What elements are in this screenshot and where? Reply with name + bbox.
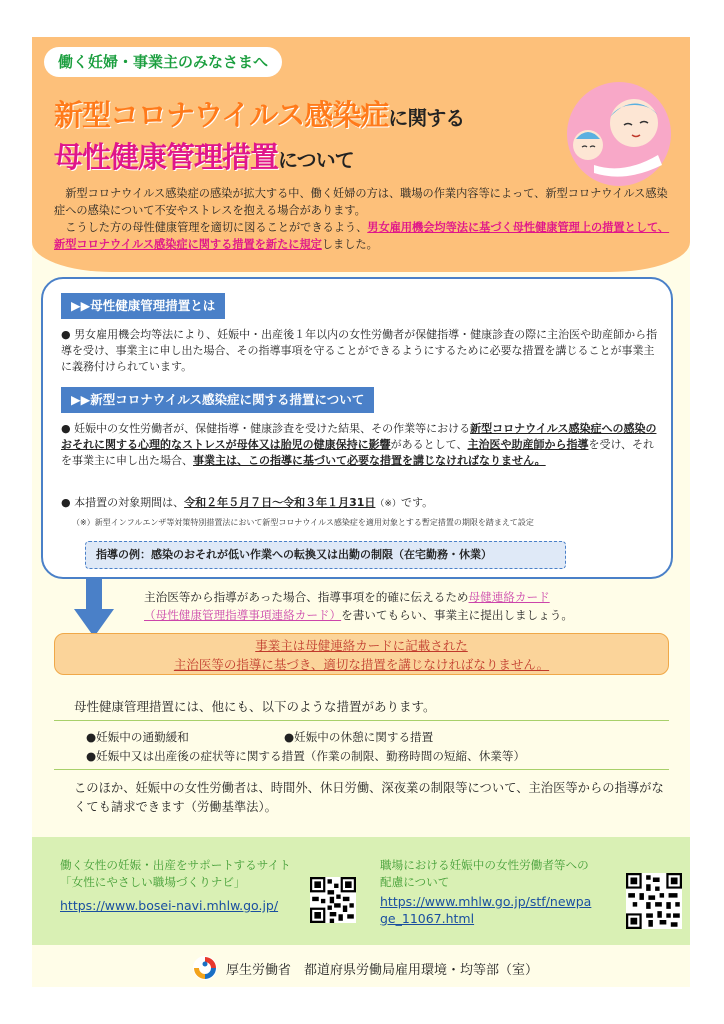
covid-text-d: 主治医や助産師から指導 <box>467 438 589 451</box>
card-fullname: （母性健康管理指導事項連絡カード） <box>144 608 342 622</box>
title-suffix-2: について <box>278 148 354 172</box>
submit-text-a: 主治医等から指導があった場合、指導事項を的確に伝えるため <box>144 590 469 604</box>
obligation-line-1: 事業主は母健連絡カードに記載された <box>255 638 468 653</box>
section-maternal-body: ● 男女雇用機会均等法により、妊娠中・出産後１年以内の女性労働者が保健指導・健康診査の際に主治医や助産師から指導を受け、事業主に申し出た場合、その指導事項を守ることができるようにするために必要な措置を講じることが事業主に義務付けられています。 <box>61 328 658 373</box>
intro-text <box>54 185 674 253</box>
ministry-name: 厚生労働省 都道府県労働局雇用環境・均等部（室） <box>226 962 539 978</box>
labor-standards-note: このほか、妊娠中の女性労働者は、時間外、休日労働、深夜業の制限等について、主治医等からの指導がなくても請求できます（労働基準法）。 <box>74 781 664 814</box>
section-maternal-text: 男女雇用機会均等法により、妊娠中・出産後１年以内の女性労働者が保健指導・健康診査の際に主治医や助産師から指導を受け、事業主に申し出た場合、その指導事項を守ることができるようにするために必要な措置を講じることが事業主に義務付けられています。 <box>61 328 658 373</box>
period-text-a: 本措置の対象期間は、 <box>74 496 185 509</box>
covid-text-a: 妊娠中の女性労働者が、保健指導・健康診査を受けた結果、その作業等における <box>74 422 471 435</box>
intro-text-a: こうした方の母性健康管理を適切に図ることができるよう、 <box>65 221 368 234</box>
divider-bottom <box>54 769 669 770</box>
mhlw-link-line-2[interactable]: ge_11067.html <box>380 911 475 926</box>
section-heading-covid: ▶▶新型コロナウイルス感染症に関する措置について <box>61 387 374 413</box>
card-submit-text <box>144 588 674 624</box>
measure-symptoms: ●妊娠中又は出産後の症状等に関する措置（作業の制限、勤務時間の短縮、休業等） <box>86 749 526 763</box>
qr-code-icon <box>626 873 682 929</box>
qr-code-icon <box>310 877 356 923</box>
period-text-b: です。 <box>400 496 434 509</box>
obligation-line-2: 主治医等の指導に基づき、適切な措置を講じなければなりません。 <box>173 657 550 672</box>
card-name: 母健連絡カード <box>468 590 550 604</box>
audience-badge: 働く妊婦・事業主のみなさまへ <box>44 47 282 77</box>
guidance-example: 指導の例：感染のおそれが低い作業への転換又は出勤の制限（在宅勤務・休業） <box>85 541 566 569</box>
flyer-page <box>32 37 690 987</box>
submit-text-b: を書いてもらい、事業主に提出しましょう。 <box>341 608 573 622</box>
period-dates: 令和２年５月７日～令和３年１月31日 <box>184 496 376 509</box>
site-label-1: 働く女性の妊娠・出産をサポートするサイト <box>60 858 291 872</box>
footer-links-band <box>32 837 690 945</box>
title-covid: 新型コロナウイルス感染症 <box>54 98 389 132</box>
covid-text-e: を受け、それを事業主に申し出た場合、 <box>61 438 655 467</box>
intro-paragraph-1: 新型コロナウイルス感染症の感染が拡大する中、働く妊婦の方は、職場の作業内容等によって、新型コロナウイルス感染症への感染について不安やストレスを抱える場合があります。 <box>54 187 668 217</box>
divider-top <box>54 720 669 721</box>
section-covid-bullet-1: ● 妊娠中の女性労働者が、保健指導・健康診査を受けた結果、その作業等における新型コロナウイルス感染症への感染のおそれに関する心理的なストレスが母体又は胎児の健康保持に影響があるとして、主治医や助産師から指導を受け、それを事業主に申し出た場合、事業主は、この指導に基づいて必要な措置を講じなければなりません。 <box>61 422 657 467</box>
title-suffix-1: に関する <box>388 106 465 130</box>
site-label-2: 「女性にやさしい職場づくりナビ」 <box>60 875 246 889</box>
intro-highlight: 男女雇用機会均等法に基づく母性健康管理上の措置として、新型コロナウイルス感染症に関する措置を新たに規定 <box>54 221 670 251</box>
covid-text-b: 新型コロナウイルス感染症への感染のおそれに関する心理的なストレスが母体又は胎児の健康保持に影響 <box>61 422 657 451</box>
intro-text-b: しました。 <box>321 238 378 251</box>
section-covid-bullet-2: ● 本措置の対象期間は、令和２年５月７日～令和３年１月31日（※）です。 <box>61 496 434 509</box>
period-footnote: （※）新型インフルエンザ等対策特別措置法において新型コロナウイルス感染症を適用対象とする暫定措置の期限を踏まえて設定 <box>72 518 534 527</box>
ministry-footer <box>192 953 538 983</box>
title-line-2 <box>54 135 354 176</box>
measures-panel <box>41 277 673 579</box>
title-line-1 <box>54 93 464 134</box>
title-maternal: 母性健康管理措置 <box>54 140 279 174</box>
employer-obligation-banner <box>54 633 669 675</box>
period-mark: （※） <box>375 499 401 509</box>
down-arrow-icon <box>74 579 114 637</box>
covid-text-f: 事業主は、この指導に基づいて必要な措置を講じなければなりません。 <box>193 454 546 467</box>
mhlw-link-line-1[interactable]: https://www.mhlw.go.jp/stf/newpa <box>380 894 592 909</box>
intro-paragraph-2 <box>54 219 674 253</box>
mhlw-label-2: 配慮について <box>380 875 450 889</box>
measure-rest: ●妊娠中の休憩に関する措置 <box>284 730 434 744</box>
measure-commute: ●妊娠中の通勤緩和 <box>86 730 189 744</box>
bosei-navi-link[interactable]: https://www.bosei-navi.mhlw.go.jp/ <box>60 898 279 913</box>
mhlw-logo-icon <box>192 955 218 981</box>
mhlw-label-1: 職場における妊娠中の女性労働者等への <box>380 858 589 872</box>
other-measures-intro: 母性健康管理措置には、他にも、以下のような措置があります。 <box>74 699 436 714</box>
covid-text-c: があるとして、 <box>390 438 468 451</box>
mother-baby-illustration <box>554 79 684 189</box>
section-heading-maternal: ▶▶母性健康管理措置とは <box>61 293 225 319</box>
